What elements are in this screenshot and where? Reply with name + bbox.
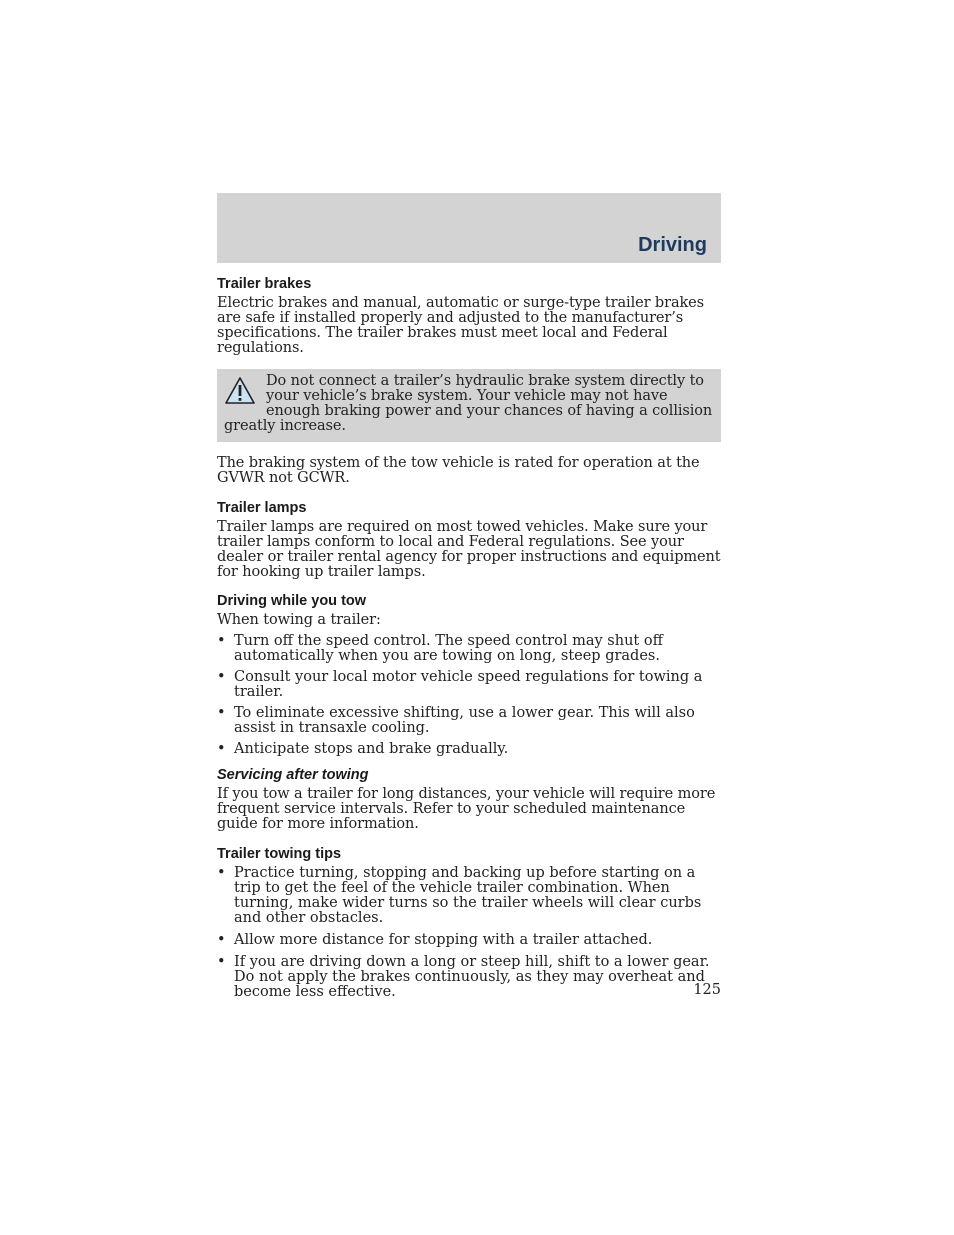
- heading-driving-while-tow: Driving while you tow: [217, 593, 367, 609]
- section-header-band: [217, 193, 721, 263]
- warning-box: [217, 369, 721, 442]
- list-item: • To eliminate excessive shifting, use a lower gear. This will also assist in transaxle cooling.: [217, 705, 695, 736]
- page-content: [217, 276, 723, 1010]
- heading-trailer-lamps: Trailer lamps: [217, 500, 307, 516]
- heading-trailer-towing-tips: Trailer towing tips: [217, 846, 342, 862]
- towing-bullet-list: [217, 634, 723, 757]
- trailer-brakes-paragraph: Electric brakes and manual, automatic or surge-type trailer brakes are safe if installed properly and adjusted to the manufacturer’s specifications. The trailer brakes must meet local and Federal regulations.: [217, 295, 705, 356]
- warning-text: Do not connect a trailer’s hydraulic brake system directly to your vehicle’s brake system. Your vehicle may not have enough braking power and your chances of having a collision greatly increase.: [224, 373, 713, 434]
- braking-system-paragraph: The braking system of the tow vehicle is rated for operation at the GVWR not GCWR.: [217, 455, 700, 486]
- servicing-paragraph: If you tow a trailer for long distances, your vehicle will require more frequent service intervals. Refer to your scheduled maintenance guide for more information.: [217, 786, 716, 832]
- list-item: • Allow more distance for stopping with a trailer attached.: [217, 932, 653, 948]
- list-item: • Consult your local motor vehicle speed regulations for towing a trailer.: [217, 669, 703, 700]
- list-item: • Turn off the speed control. The speed control may shut off automatically when you are towing on long, steep grades.: [217, 633, 663, 664]
- list-item: • If you are driving down a long or steep hill, shift to a lower gear. Do not apply the brakes continuously, as they may overheat and become less effective.: [217, 954, 710, 1000]
- heading-trailer-brakes: Trailer brakes: [217, 276, 312, 292]
- towing-intro: When towing a trailer:: [217, 612, 381, 628]
- tips-bullet-list: [217, 866, 723, 1000]
- section-title: Driving: [638, 234, 707, 256]
- heading-servicing-after-towing: Servicing after towing: [217, 767, 369, 783]
- warning-triangle-icon: [224, 376, 256, 406]
- page-number: 125: [693, 982, 721, 998]
- list-item: • Practice turning, stopping and backing up before starting on a trip to get the feel of the vehicle trailer combination. When turning, make wider turns so the trailer wheels will clear curbs and other obstacles.: [217, 865, 702, 926]
- trailer-lamps-paragraph: Trailer lamps are required on most towed vehicles. Make sure your trailer lamps conform to local and Federal regulations. See your dealer or trailer rental agency for proper instructions and equipment for hooking up trailer lamps.: [217, 519, 721, 580]
- list-item: • Anticipate stops and brake gradually.: [217, 741, 509, 757]
